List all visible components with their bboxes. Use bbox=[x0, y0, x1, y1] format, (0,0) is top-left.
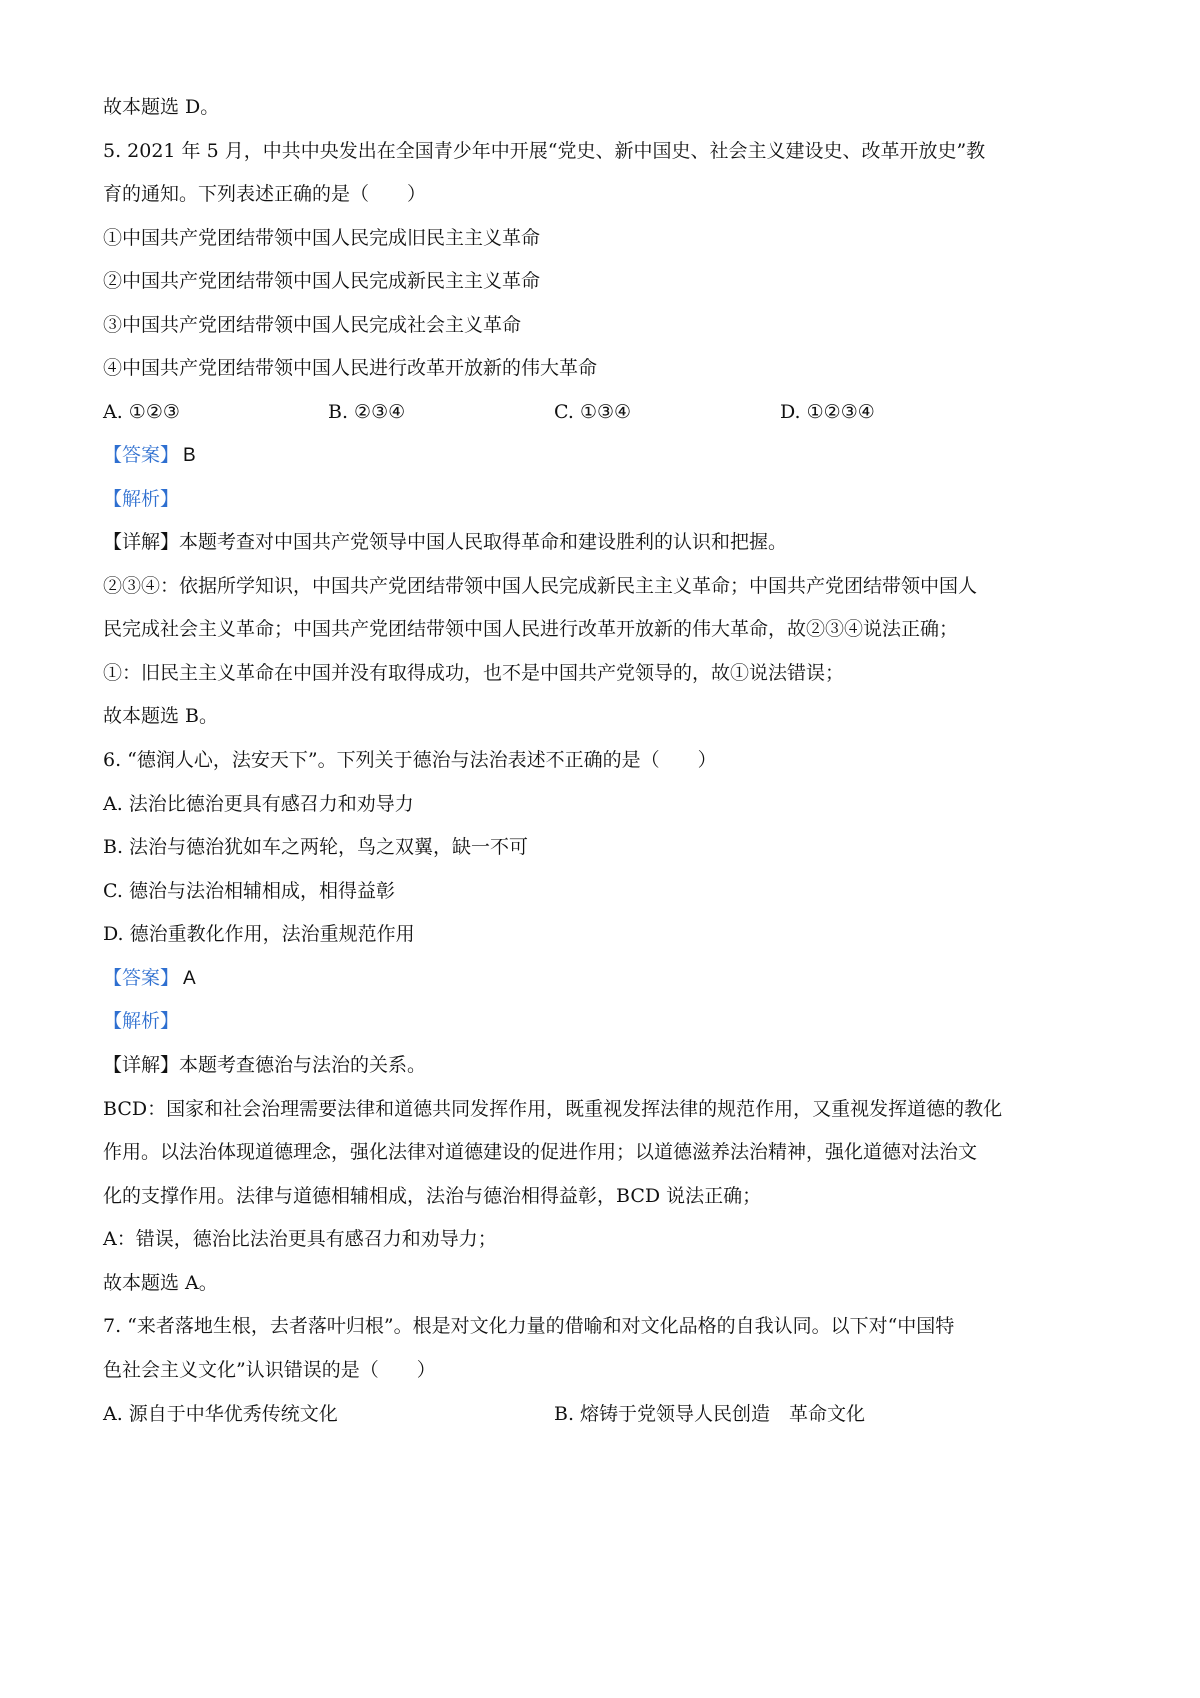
q6-option-a: A. 法治比德治更具有感召力和劝导力 bbox=[103, 793, 414, 815]
q6-detail: 【详解】本题考查德治与法治的关系。 bbox=[103, 1054, 427, 1076]
q6-explain-line4: A：错误，德治比法治更具有感召力和劝导力； bbox=[103, 1228, 497, 1250]
q7-stem-line1: 7. “来者落地生根，去者落叶归根”。根是对文化力量的借喻和对文化品格的自我认同。以下对“中国特 bbox=[103, 1315, 955, 1337]
q6-explain-line2: 作用。以法治体现道德理念，强化法律对道德建设的促进作用；以道德滋养法治精神，强化道德对法治文 bbox=[103, 1141, 978, 1163]
q5-option-a: A. ①②③ bbox=[103, 401, 180, 423]
q6-explain-line3: 化的支撑作用。法律与道德相辅相成，法治与德治相得益彰，BCD 说法正确； bbox=[103, 1185, 762, 1207]
q6-answer bbox=[103, 966, 196, 991]
q5-stem-line1: 5. 2021 年 5 月，中共中央发出在全国青少年中开展“党史、新中国史、社会主义建设史、改革开放史”教 bbox=[103, 140, 986, 162]
q6-answer-value: A bbox=[183, 968, 196, 989]
q5-conclusion: 故本题选 B。 bbox=[103, 705, 219, 727]
q5-answer bbox=[103, 443, 196, 468]
q6-stem: 6. “德润人心，法安天下”。下列关于德治与法治表述不正确的是（ ） bbox=[103, 749, 717, 771]
q6-analysis-label: 【解析】 bbox=[103, 1010, 180, 1032]
q6-option-c: C. 德治与法治相辅相成，相得益彰 bbox=[103, 880, 395, 902]
q7-stem-line2: 色社会主义文化”认识错误的是（ ） bbox=[103, 1359, 436, 1381]
q6-explain-line1: BCD：国家和社会治理需要法律和道德共同发挥作用，既重视发挥法律的规范作用，又重视发挥道德的教化 bbox=[103, 1098, 1003, 1120]
q5-statement-4: ④中国共产党团结带领中国人民进行改革开放新的伟大革命 bbox=[103, 357, 598, 379]
q5-answer-label: 【答案】 bbox=[103, 444, 180, 466]
q5-statement-2: ②中国共产党团结带领中国人民完成新民主主义革命 bbox=[103, 270, 541, 292]
q5-answer-value: B bbox=[183, 445, 196, 466]
q5-option-d: D. ①②③④ bbox=[780, 401, 875, 423]
q6-option-b: B. 法治与德治犹如车之两轮，鸟之双翼，缺一不可 bbox=[103, 836, 529, 858]
q6-option-d: D. 德治重教化作用，法治重规范作用 bbox=[103, 923, 415, 945]
q5-explain-line3: ①：旧民主主义革命在中国并没有取得成功，也不是中国共产党领导的，故①说法错误； bbox=[103, 662, 845, 684]
q5-explain-line1: ②③④：依据所学知识，中国共产党团结带领中国人民完成新民主主义革命；中国共产党团结带领中国人 bbox=[103, 575, 978, 597]
q6-conclusion: 故本题选 A。 bbox=[103, 1272, 218, 1294]
q6-answer-label: 【答案】 bbox=[103, 967, 180, 989]
q5-analysis-label: 【解析】 bbox=[103, 488, 180, 510]
q5-explain-line2: 民完成社会主义革命；中国共产党团结带领中国人民进行改革开放新的伟大革命，故②③④说法正确； bbox=[103, 618, 959, 640]
q5-stem-line2: 育的通知。下列表述正确的是（ ） bbox=[103, 183, 427, 205]
q5-statement-3: ③中国共产党团结带领中国人民完成社会主义革命 bbox=[103, 314, 522, 336]
q5-statement-1: ①中国共产党团结带领中国人民完成旧民主主义革命 bbox=[103, 227, 541, 249]
q5-option-c: C. ①③④ bbox=[554, 401, 632, 423]
q5-detail: 【详解】本题考查对中国共产党领导中国人民取得革命和建设胜利的认识和把握。 bbox=[103, 531, 788, 553]
prev-conclusion: 故本题选 D。 bbox=[103, 96, 220, 118]
q5-option-b: B. ②③④ bbox=[328, 401, 406, 423]
q7-option-b: B. 熔铸于党领导人民创造 革命文化 bbox=[554, 1403, 866, 1425]
q7-option-a: A. 源自于中华优秀传统文化 bbox=[103, 1403, 338, 1425]
